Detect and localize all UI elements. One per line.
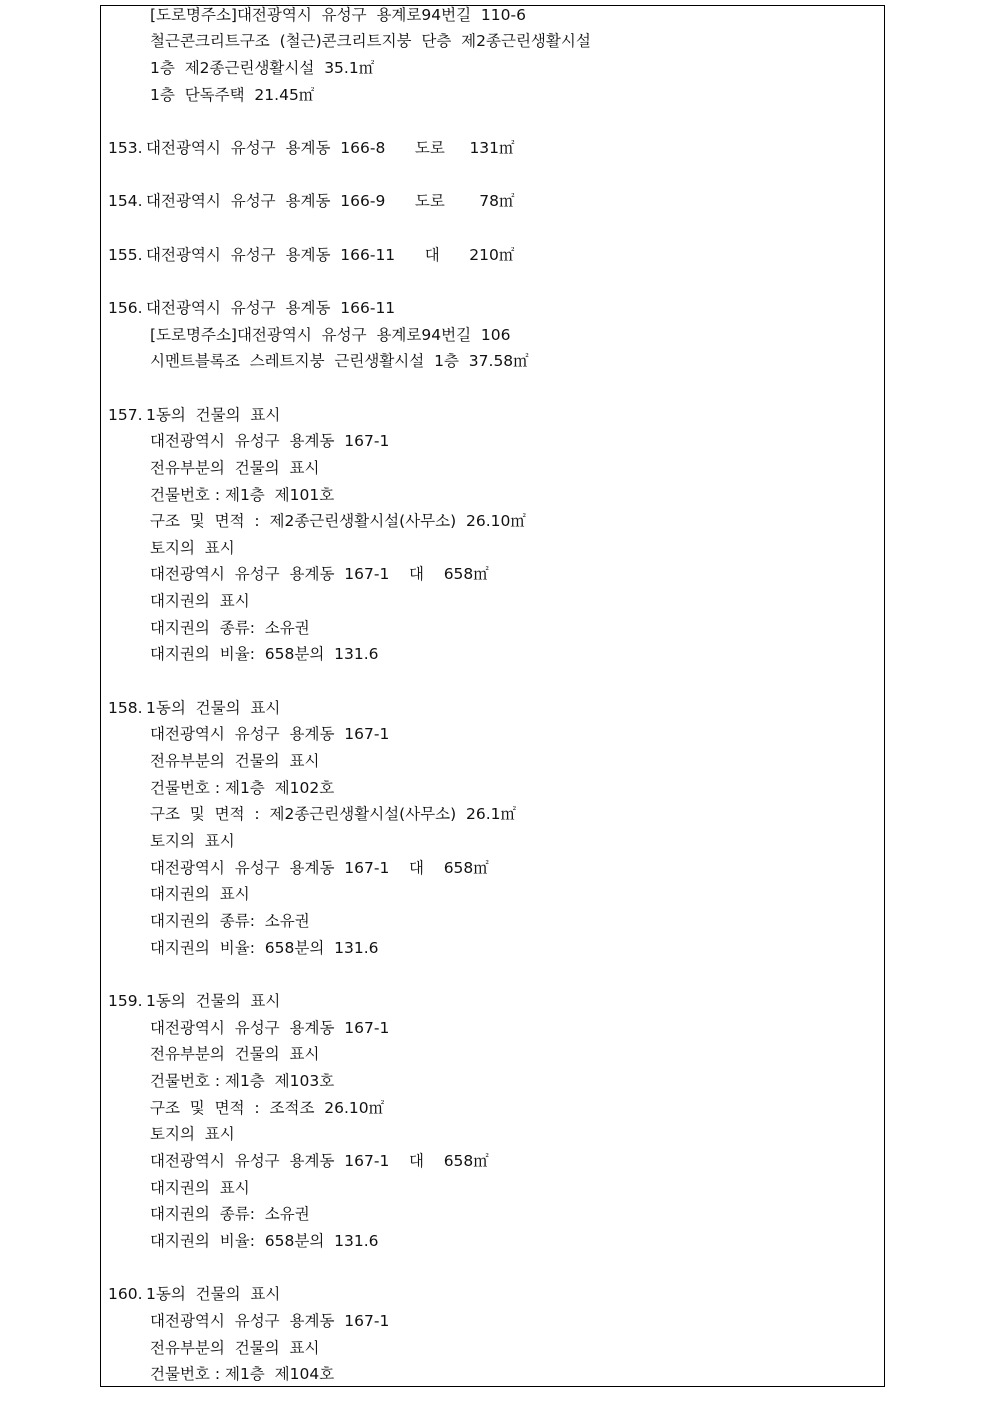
entry-heading-line — [101, 695, 884, 722]
entry-first-line: 1동의 건물의 표시 — [146, 405, 281, 424]
continuation-line: 토지의 표시 — [150, 538, 235, 557]
continuation-line: 대지권의 표시 — [150, 592, 250, 611]
continuation-line: 건물번호 : 제1층 제101호 — [150, 485, 335, 504]
entry — [101, 242, 884, 269]
continued-entry — [101, 5, 884, 108]
continuation-line: 대지권의 표시 — [150, 885, 250, 904]
document-box — [100, 5, 885, 1387]
continuation-line: 구조 및 면적 : 조적조 26.10㎡ — [150, 1098, 385, 1117]
continuation-line: 구조 및 면적 : 제2종근린생활시설(사무소) 26.1㎡ — [150, 805, 517, 824]
continuation-line: 구조 및 면적 : 제2종근린생활시설(사무소) 26.10㎡ — [150, 512, 526, 531]
continuation-line: 대전광역시 유성구 용계동 167-1 — [150, 725, 390, 744]
entry — [101, 695, 884, 962]
entry-heading-line — [101, 402, 884, 429]
continuation-line: 대지권의 비율: 658분의 131.6 — [150, 938, 379, 957]
continuation-line: 대전광역시 유성구 용계동 167-1 — [150, 432, 390, 451]
continuation-line: 건물번호 : 제1층 제102호 — [150, 778, 335, 797]
entry — [101, 295, 884, 375]
entry-number: 155. — [108, 245, 143, 264]
entry-first-line: 대전광역시 유성구 용계동 166-8 도로 131㎡ — [146, 138, 515, 157]
entry-heading-line — [101, 295, 884, 322]
continuation-line: 토지의 표시 — [150, 832, 235, 851]
continuation-line: 전유부분의 건물의 표시 — [150, 1338, 320, 1357]
continuation-line: 1층 제2종근린생활시설 35.1㎡ — [150, 59, 375, 78]
continuation-line: 시멘트블록조 스레트지붕 근린생활시설 1층 37.58㎡ — [150, 352, 529, 371]
entry-heading-line — [101, 242, 884, 269]
entry — [101, 1281, 884, 1387]
entry-number: 156. — [108, 298, 143, 317]
continuation-line: 대지권의 종류: 소유권 — [150, 912, 310, 931]
continuation-line: 토지의 표시 — [150, 1125, 235, 1144]
continuation-line: 전유부분의 건물의 표시 — [150, 752, 320, 771]
entry-number: 154. — [108, 192, 143, 211]
continuation-line: 대전광역시 유성구 용계동 167-1 — [150, 1311, 390, 1330]
continuation-line: 대지권의 종류: 소유권 — [150, 1205, 310, 1224]
entry-heading-line — [101, 188, 884, 215]
entry — [101, 988, 884, 1255]
continuation-line: 전유부분의 건물의 표시 — [150, 1045, 320, 1064]
continuation-line: 대전광역시 유성구 용계동 167-1 대 658㎡ — [150, 565, 489, 584]
continuation-line: 철근콘크리트구조 (철근)콘크리트지붕 단층 제2종근린생활시설 — [150, 32, 591, 51]
continuation-line: 대전광역시 유성구 용계동 167-1 — [150, 1018, 390, 1037]
document-content — [101, 5, 884, 1387]
entry-first-line: 대전광역시 유성구 용계동 166-11 — [146, 298, 396, 317]
entry-number: 159. — [108, 991, 143, 1010]
entry-first-line: 대전광역시 유성구 용계동 166-9 도로 78㎡ — [146, 192, 515, 211]
entry-number: 160. — [108, 1285, 143, 1304]
entry-number: 153. — [108, 138, 143, 157]
entry-number: 158. — [108, 698, 143, 717]
entry — [101, 135, 884, 162]
continuation-line: 전유부분의 건물의 표시 — [150, 458, 320, 477]
entry-heading-line — [101, 1281, 884, 1308]
continuation-line: 대전광역시 유성구 용계동 167-1 대 658㎡ — [150, 858, 489, 877]
continuation-line: 대지권의 종류: 소유권 — [150, 618, 310, 637]
entry — [101, 188, 884, 215]
continuation-line: 건물번호 : 제1층 제104호 — [150, 1365, 335, 1384]
entry-first-line: 1동의 건물의 표시 — [146, 698, 281, 717]
entry-heading-line — [101, 988, 884, 1015]
entry-first-line: 1동의 건물의 표시 — [146, 1285, 281, 1304]
continuation-line: [도로명주소]대전광역시 유성구 용계로94번길 110-6 — [150, 5, 526, 24]
continuation-line: 대지권의 표시 — [150, 1178, 250, 1197]
continuation-line: 대지권의 비율: 658분의 131.6 — [150, 1231, 379, 1250]
continuation-line: 대전광역시 유성구 용계동 167-1 대 658㎡ — [150, 1151, 489, 1170]
continuation-line: 1층 단독주택 21.45㎡ — [150, 85, 315, 104]
entry-number: 157. — [108, 405, 143, 424]
continuation-line: [도로명주소]대전광역시 유성구 용계로94번길 106 — [150, 325, 511, 344]
entry — [101, 402, 884, 669]
entry-first-line: 1동의 건물의 표시 — [146, 991, 281, 1010]
continuation-line: 대지권의 비율: 658분의 131.6 — [150, 645, 379, 664]
entry-first-line: 대전광역시 유성구 용계동 166-11 대 210㎡ — [146, 245, 515, 264]
continuation-line: 건물번호 : 제1층 제103호 — [150, 1071, 335, 1090]
entry-heading-line — [101, 135, 884, 162]
